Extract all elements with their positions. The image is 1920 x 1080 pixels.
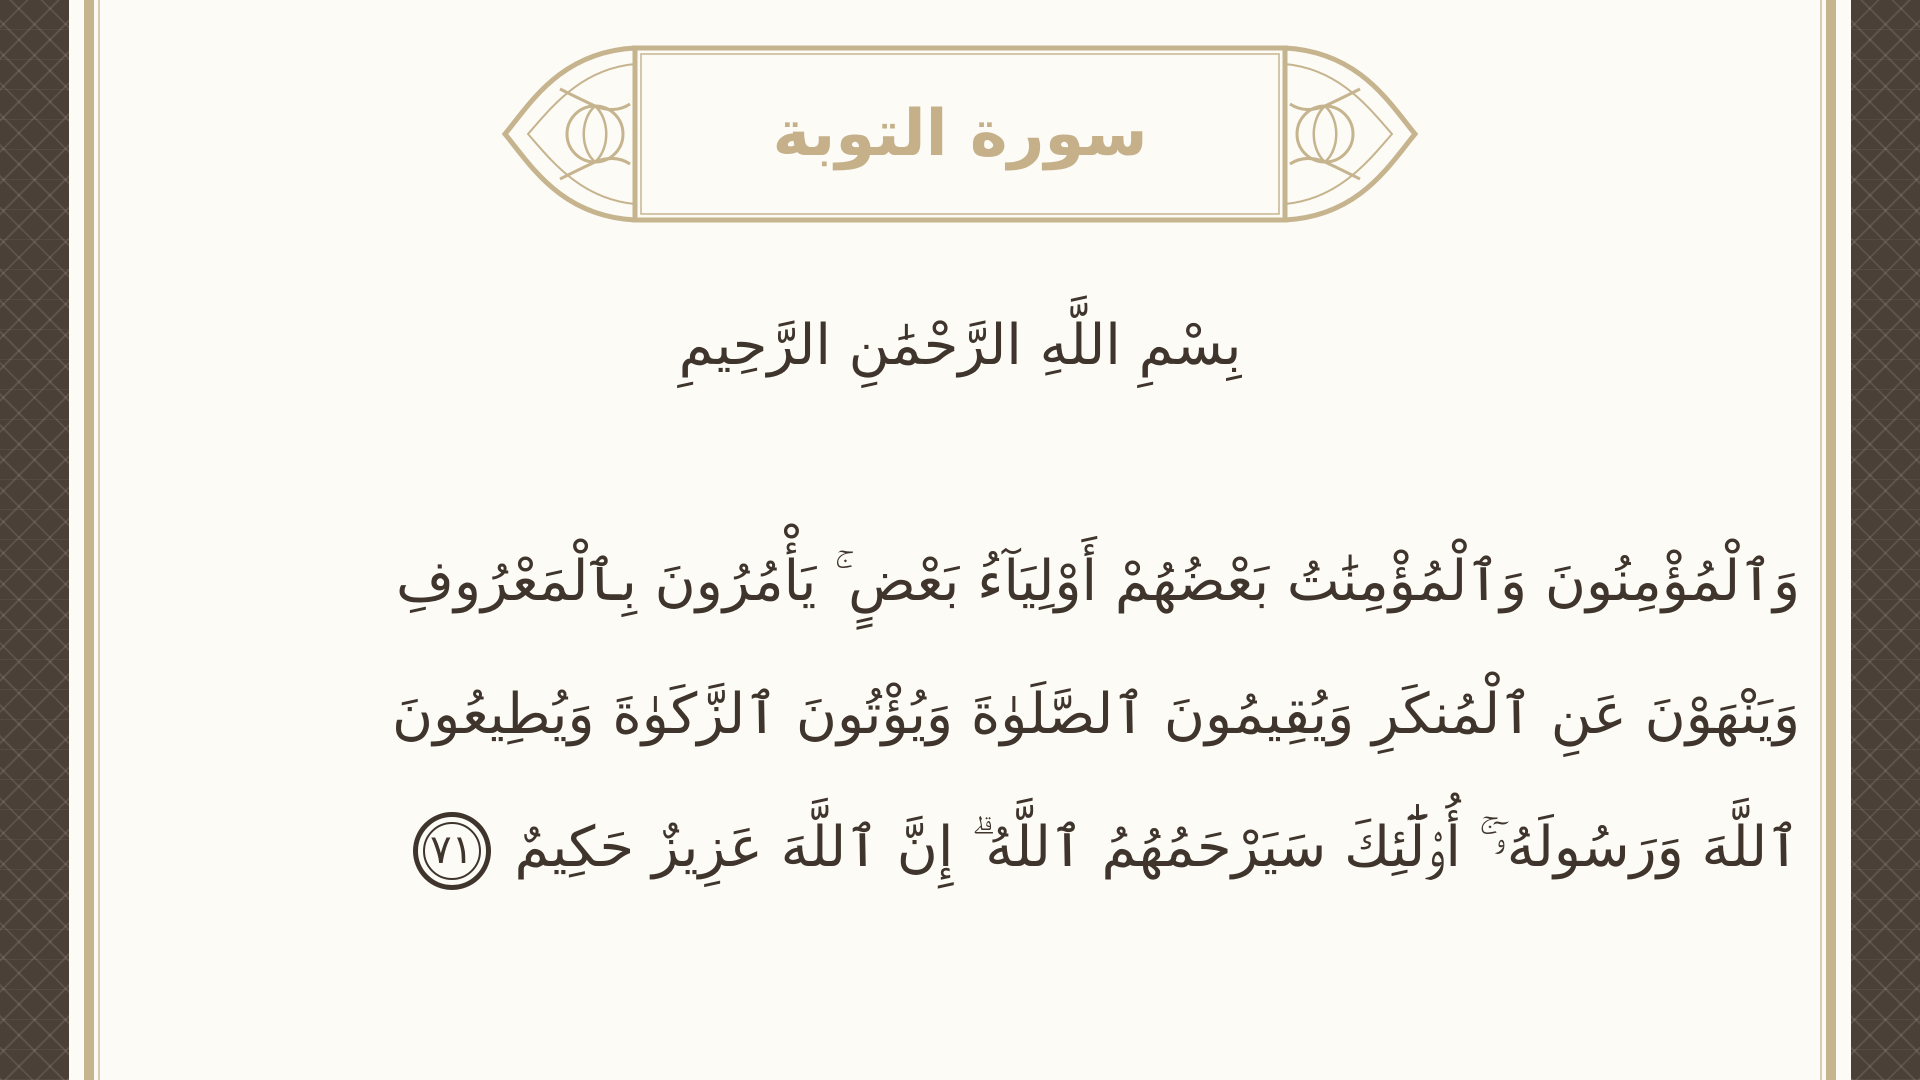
right-gold-rule xyxy=(1826,0,1836,1080)
verse-line-2: وَيَنْهَوْنَ عَنِ ٱلْمُنكَرِ وَيُقِيمُونَ ٱلصَّلَوٰةَ وَيُؤْتُونَ ٱلزَّكَوٰةَ وَيُطِيعُونَ xyxy=(392,682,1800,747)
ayah-number: ٧١ xyxy=(430,827,474,874)
surah-title: سورة التوبة xyxy=(772,97,1148,171)
right-inner-rule xyxy=(1820,0,1822,1080)
right-pattern-border xyxy=(1851,0,1920,1080)
verse-line-1: وَٱلْمُؤْمِنُونَ وَٱلْمُؤْمِنَٰتُ بَعْضُهُمْ أَوْلِيَآءُ بَعْضٍ ۚ يَأْمُرُونَ بِٱلْمَعْرُوفِ xyxy=(395,549,1800,614)
verse-block xyxy=(220,515,1800,914)
verse-line-3 xyxy=(220,781,1800,914)
left-pattern-border xyxy=(0,0,69,1080)
left-gold-rule xyxy=(84,0,94,1080)
ayah-end-circle-icon xyxy=(413,812,491,890)
left-inner-rule xyxy=(98,0,100,1080)
basmala-calligraphy: بِسْمِ اللَّهِ الرَّحْمَٰنِ الرَّحِيمِ xyxy=(678,312,1242,378)
verse-line-3-text: ٱللَّهَ وَرَسُولَهُۥٓ ۚ أُو۟لَٰٓئِكَ سَيَرْحَمُهُمُ ٱللَّهُ ۗ إِنَّ ٱللَّهَ عَزِيزٌ حَكِيمٌ xyxy=(514,815,1800,880)
surah-title-frame xyxy=(500,44,1420,224)
